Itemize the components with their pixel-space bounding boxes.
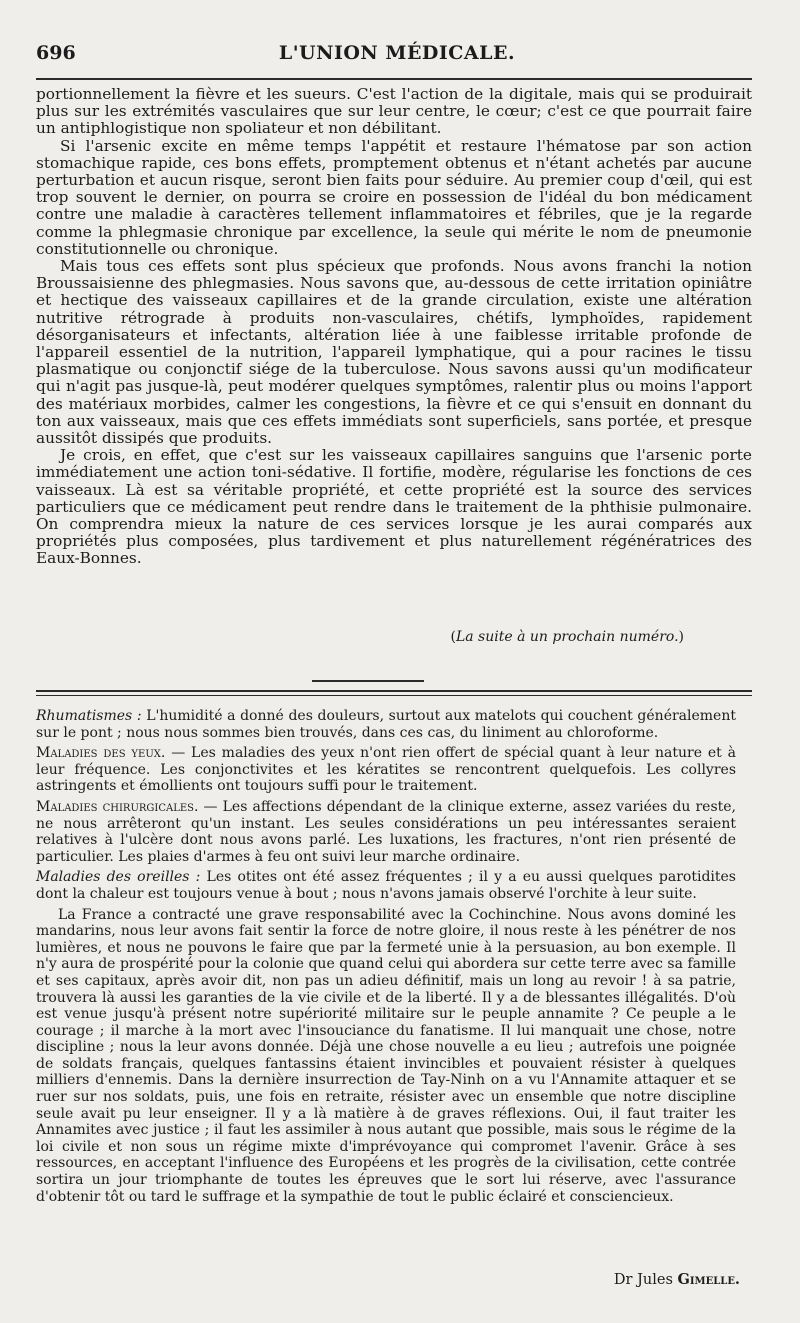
paragraph: portionnellement la fièvre et les sueurs. C'est l'action de la digitale, mais qui se produirait plus sur les extrémités vasculaires que sur leur centre, le cœur; c'est ce que pourrait faire un antiphlogistique non spoliateur et non débilitant. (36, 85, 752, 138)
rhumatismes-paragraph (36, 708, 736, 741)
chirurgicales-heading: Maladies chirurgicales. (36, 798, 199, 815)
separator-rule-thin (36, 695, 752, 696)
suite-close: ) (678, 629, 684, 645)
paragraph: Je crois, en effet, que c'est sur les vaisseaux capillaires sanguins que l'arsenic porte immédiatement une action toni-sédative. Il fortifie, modère, régularise les fonctions de ces vaisseaux. Là est sa véritable propriété, et cette propriété est la source des services particuliers que ce médicament peut rendre dans le traitement de la phthisie pulmonaire. On comprendra mieux la nature de ces services lorsque je les aurai comparés aux propriétés plus composées, plus tardivement et plus naturellement régénératrices des Eaux-Bonnes. (36, 446, 752, 568)
page-number: 696 (36, 42, 76, 64)
continuation-note (36, 629, 752, 645)
header-rule (36, 78, 752, 80)
rhumatismes-text: L'humidité a donné des douleurs, surtout aux matelots qui couchent généralement sur le pont ; nous nous sommes bien trouvés, dans ces cas, du liniment au chloroforme. (36, 708, 736, 741)
paragraph: Si l'arsenic excite en même temps l'appétit et restaure l'hématose par son action stomachique rapide, ces bons effets, promptement obtenus et n'étant achetés par aucune perturbation et aucun risque, seront bien faits pour séduire. Au premier coup d'œil, qui est trop souvent le dernier, on pourra se croire en possession de l'idéal du bon médicament contre une maladie à caractères tellement inflammatoires et fébriles, que je la regarde comme la phlegmasie chronique par excellence, la seule qui mérite le nom de pneumonie constitutionnelle ou chronique. (36, 136, 752, 258)
cochinchine-paragraph: La France a contracté une grave responsabilité avec la Cochinchine. Nous avons dominé les mandarins, nous leur avons fait sentir la force de notre gloire, il nous reste à les pénétrer de nos lumières, et nous ne pouvons le faire que par la fermeté unie à la persuasion, au bon exemple. Il n'y aura de prospérité pour la colonie que quand celui qui abordera sur cette terre avec sa famille et ses capitaux, après avoir dit, non pas un adieu définitif, mais un long au revoir ! à sa patrie, trouvera là aussi les garanties de la vie civile et de la liberté. Il y a de blessantes illégalités. D'où est venue jusqu'à présent notre supériorité militaire sur le peuple annamite ? Ce peuple a le courage ; il marche à la mort avec l'insouciance du fanatisme. Il lui manquait une chose, notre discipline ; nous la leur avons donnée. Déjà une chose nouvelle a eu lieu ; autrefois une poignée de soldats français, quelques fantassins étaient invincibles et pouvaient résister à quelques milliers d'ennemis. Dans la dernière insurrection de Tay-Ninh on a vu l'Annamite attaquer et se ruer sur nos soldats, puis, une fois en retraite, résister avec un ensemble que notre discipline seule avait pu leur enseigner. Il y a là matière à de graves réflexions. Oui, il faut traiter les Annamites avec justice ; il faut les assimiler à nous autant que possible, mais sous le régime de la loi civile et non sous un régime mixte d'imprévoyance qui compromet l'avenir. Grâce à ses ressources, en acceptant l'influence des Européens et les progrès de la civilisation, cette contrée sortira un jour triomphante de toutes les épreuves que le sort lui réserve, avec l'assurance d'obtenir tôt ou tard le suffrage et la sympathie de tout le public éclairé et consciencieux. (36, 906, 736, 1205)
yeux-text: — Les maladies des yeux n'ont rien offert de spécial quant à leur nature et à leur fréquence. Les conjonctivites et les kératites se rencontrent quelquefois. Les collyres astringents et émollients ont toujours suffi pour le traitement. (36, 745, 736, 795)
signature-name: Gimelle. (677, 1271, 740, 1288)
author-signature (614, 1271, 740, 1288)
oreilles-text: Les otites ont été assez fréquentes ; il y a eu aussi quelques parotidites dont la chaleur est toujours venue à bout ; nous n'avons jamais observé l'orchite à leur suite. (36, 869, 736, 902)
report-section (36, 708, 736, 1205)
main-article (36, 86, 752, 568)
paragraph: Mais tous ces effets sont plus spécieux que profonds. Nous avons franchi la notion Broussaisienne des phlegmasies. Nous savons que, au-dessous de cette irritation opiniâtre et hectique des vaisseaux capillaires et de la grande circulation, existe une altération nutritive rétrograde à produits non-vasculaires, chétifs, lymphoïdes, rapidement désorganisateurs et infectants, altération liée à une faiblesse irritable profonde de l'appareil essentiel de la nutrition, l'appareil lymphatique, qui a pour racines le tissu plasmatique ou conjonctif siége de la tuberculose. Nous savons aussi qu'un modificateur qui n'agit pas jusque-là, peut modérer quelques symptômes, ralentir plus ou moins l'apport des matériaux morbides, calmer les congestions, la fièvre et ce qui s'ensuit en donnant du ton aux vaisseaux, mais que ces effets immédiats sont superficiels, sans portée, et presque aussitôt dissipés que produits. (36, 257, 752, 448)
chirurgicales-paragraph (36, 799, 736, 865)
suite-text: La suite à un prochain numéro. (455, 629, 679, 645)
rhumatismes-heading: Rhumatismes : (36, 708, 142, 724)
yeux-paragraph (36, 745, 736, 795)
oreilles-heading: Maladies des oreilles : (36, 869, 201, 886)
signature-title: Dr Jules (613, 1272, 673, 1288)
page-header (36, 42, 758, 72)
short-separator-rule (312, 680, 424, 682)
oreilles-paragraph (36, 869, 736, 902)
suite-open: ( (450, 629, 456, 645)
yeux-heading: Maladies des yeux. (36, 745, 166, 762)
separator-rule (36, 690, 752, 692)
running-title: L'UNION MÉDICALE. (278, 42, 516, 64)
chirurgicales-text: — Les affections dépendant de la clinique externe, assez variées du reste, ne nous arrêteront qu'un instant. Les seules considérations un peu intéressantes seraient relatives à l'ulcère dont nous avons parlé. Les luxations, les fractures, n'ont rien présenté de particulier. Les plaies d'armes à feu ont suivi leur marche ordinaire. (36, 798, 736, 865)
